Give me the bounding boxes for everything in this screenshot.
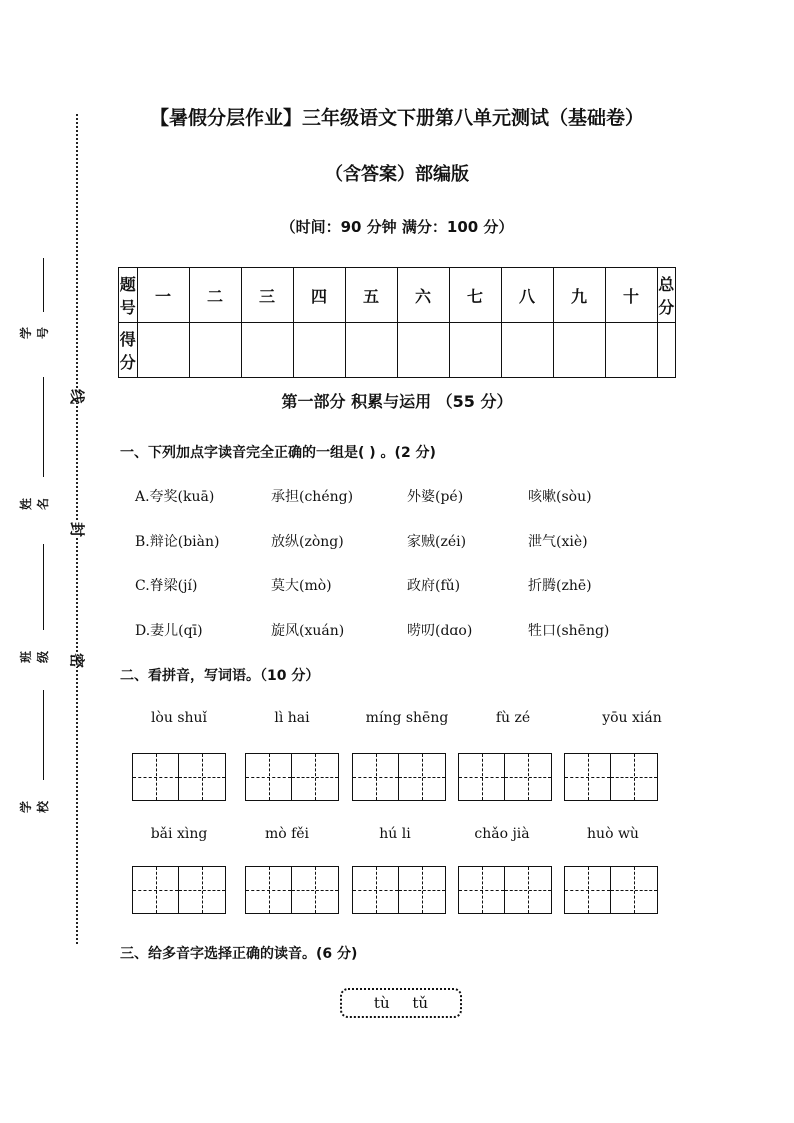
score-cell: 十	[605, 268, 657, 323]
score-cell: 五	[345, 268, 397, 323]
q1-option: 莫大(mò)	[271, 578, 332, 594]
score-cell: 六	[397, 268, 449, 323]
pinyin-label: huò wù	[587, 826, 639, 842]
student-number-line	[43, 258, 44, 312]
writing-grid[interactable]	[458, 753, 552, 801]
pinyin-label: bǎi xìng	[150, 826, 208, 842]
score-cell: 二	[189, 268, 241, 323]
q1-option: 放纵(zòng)	[271, 534, 344, 550]
student-name-label: 姓名	[19, 498, 50, 511]
school-label: 学校	[19, 801, 50, 814]
pinyin-label: lì hai	[274, 710, 310, 726]
writing-grid[interactable]	[245, 753, 339, 801]
q1-option: 咳嗽(sòu)	[528, 489, 592, 505]
q1-option: C.脊梁(jí)	[135, 578, 198, 594]
q1-option: 唠叨(dɑo)	[407, 623, 473, 639]
score-input-cell[interactable]	[553, 323, 605, 378]
q1-title: 一、下列加点字读音完全正确的一组是( ) 。(2 分)	[120, 445, 436, 461]
binding-mark-secret: 密	[70, 651, 85, 669]
class-line	[43, 544, 44, 630]
score-input-cell[interactable]	[293, 323, 345, 378]
q1-option: D.妻儿(qī)	[135, 623, 203, 639]
q1-option: 折腾(zhē)	[528, 578, 592, 594]
score-table-header-row	[119, 268, 676, 323]
writing-grid[interactable]	[458, 866, 552, 914]
pinyin-label: míng shēng	[365, 710, 449, 726]
writing-grid[interactable]	[564, 753, 658, 801]
score-input-cell[interactable]	[397, 323, 449, 378]
q1-option: 承担(chéng)	[271, 489, 354, 505]
score-cell: 八	[501, 268, 553, 323]
score-input-cell[interactable]	[605, 323, 657, 378]
q1-option: 泄气(xiè)	[528, 534, 588, 550]
writing-grid[interactable]	[245, 866, 339, 914]
pronunciation-options-box: tù tǔ	[340, 988, 462, 1018]
score-table	[118, 267, 676, 378]
score-input-cell[interactable]	[137, 323, 189, 378]
score-input-cell[interactable]	[449, 323, 501, 378]
school-line	[43, 690, 44, 780]
score-cell: 七	[449, 268, 501, 323]
q1-option: A.夸奖(kuā)	[135, 489, 215, 505]
pinyin-label: mò fěi	[264, 826, 310, 842]
writing-grid[interactable]	[132, 866, 226, 914]
score-row-label: 得分	[119, 323, 138, 378]
q1-option: 政府(fǔ)	[407, 578, 461, 594]
q3-title: 三、给多音字选择正确的读音。(6 分)	[120, 946, 358, 962]
writing-grid[interactable]	[132, 753, 226, 801]
score-cell: 题号	[119, 268, 138, 323]
exam-time-info: （时间：90 分钟 满分：100 分）	[280, 218, 514, 236]
writing-grid[interactable]	[352, 753, 446, 801]
score-input-cell[interactable]	[501, 323, 553, 378]
pinyin-label: lòu shuǐ	[150, 710, 208, 726]
score-input-cell[interactable]	[345, 323, 397, 378]
pinyin-label: yōu xián	[602, 710, 662, 726]
q1-option: B.辩论(biàn)	[135, 534, 220, 550]
student-number-label: 学号	[19, 327, 50, 340]
score-input-cell[interactable]	[241, 323, 293, 378]
class-label: 班级	[19, 651, 50, 664]
score-cell: 总分	[657, 268, 676, 323]
score-input-cell[interactable]	[657, 323, 676, 378]
score-cell: 一	[137, 268, 189, 323]
q2-title: 二、看拼音，写词语。（10 分）	[120, 668, 320, 684]
score-cell: 九	[553, 268, 605, 323]
writing-grid[interactable]	[564, 866, 658, 914]
binding-mark-line: 线	[70, 387, 85, 405]
writing-grid[interactable]	[352, 866, 446, 914]
score-cell: 三	[241, 268, 293, 323]
part1-title: 第一部分 积累与运用 （55 分）	[281, 392, 513, 411]
pinyin-label: fù zé	[495, 710, 531, 726]
score-input-cell[interactable]	[189, 323, 241, 378]
q1-option: 牲口(shēng)	[528, 623, 610, 639]
q1-option: 旋风(xuán)	[271, 623, 345, 639]
score-cell: 四	[293, 268, 345, 323]
pinyin-label: hú li	[379, 826, 411, 842]
q1-option: 家贼(zéi)	[407, 534, 467, 550]
exam-title: 【暑假分层作业】三年级语文下册第八单元测试（基础卷）	[149, 107, 644, 129]
exam-subtitle: （含答案）部编版	[325, 164, 469, 185]
binding-mark-seal: 封	[70, 520, 85, 538]
q1-option: 外婆(pé)	[407, 489, 464, 505]
pinyin-label: chǎo jià	[474, 826, 530, 842]
score-table-score-row	[119, 323, 676, 378]
